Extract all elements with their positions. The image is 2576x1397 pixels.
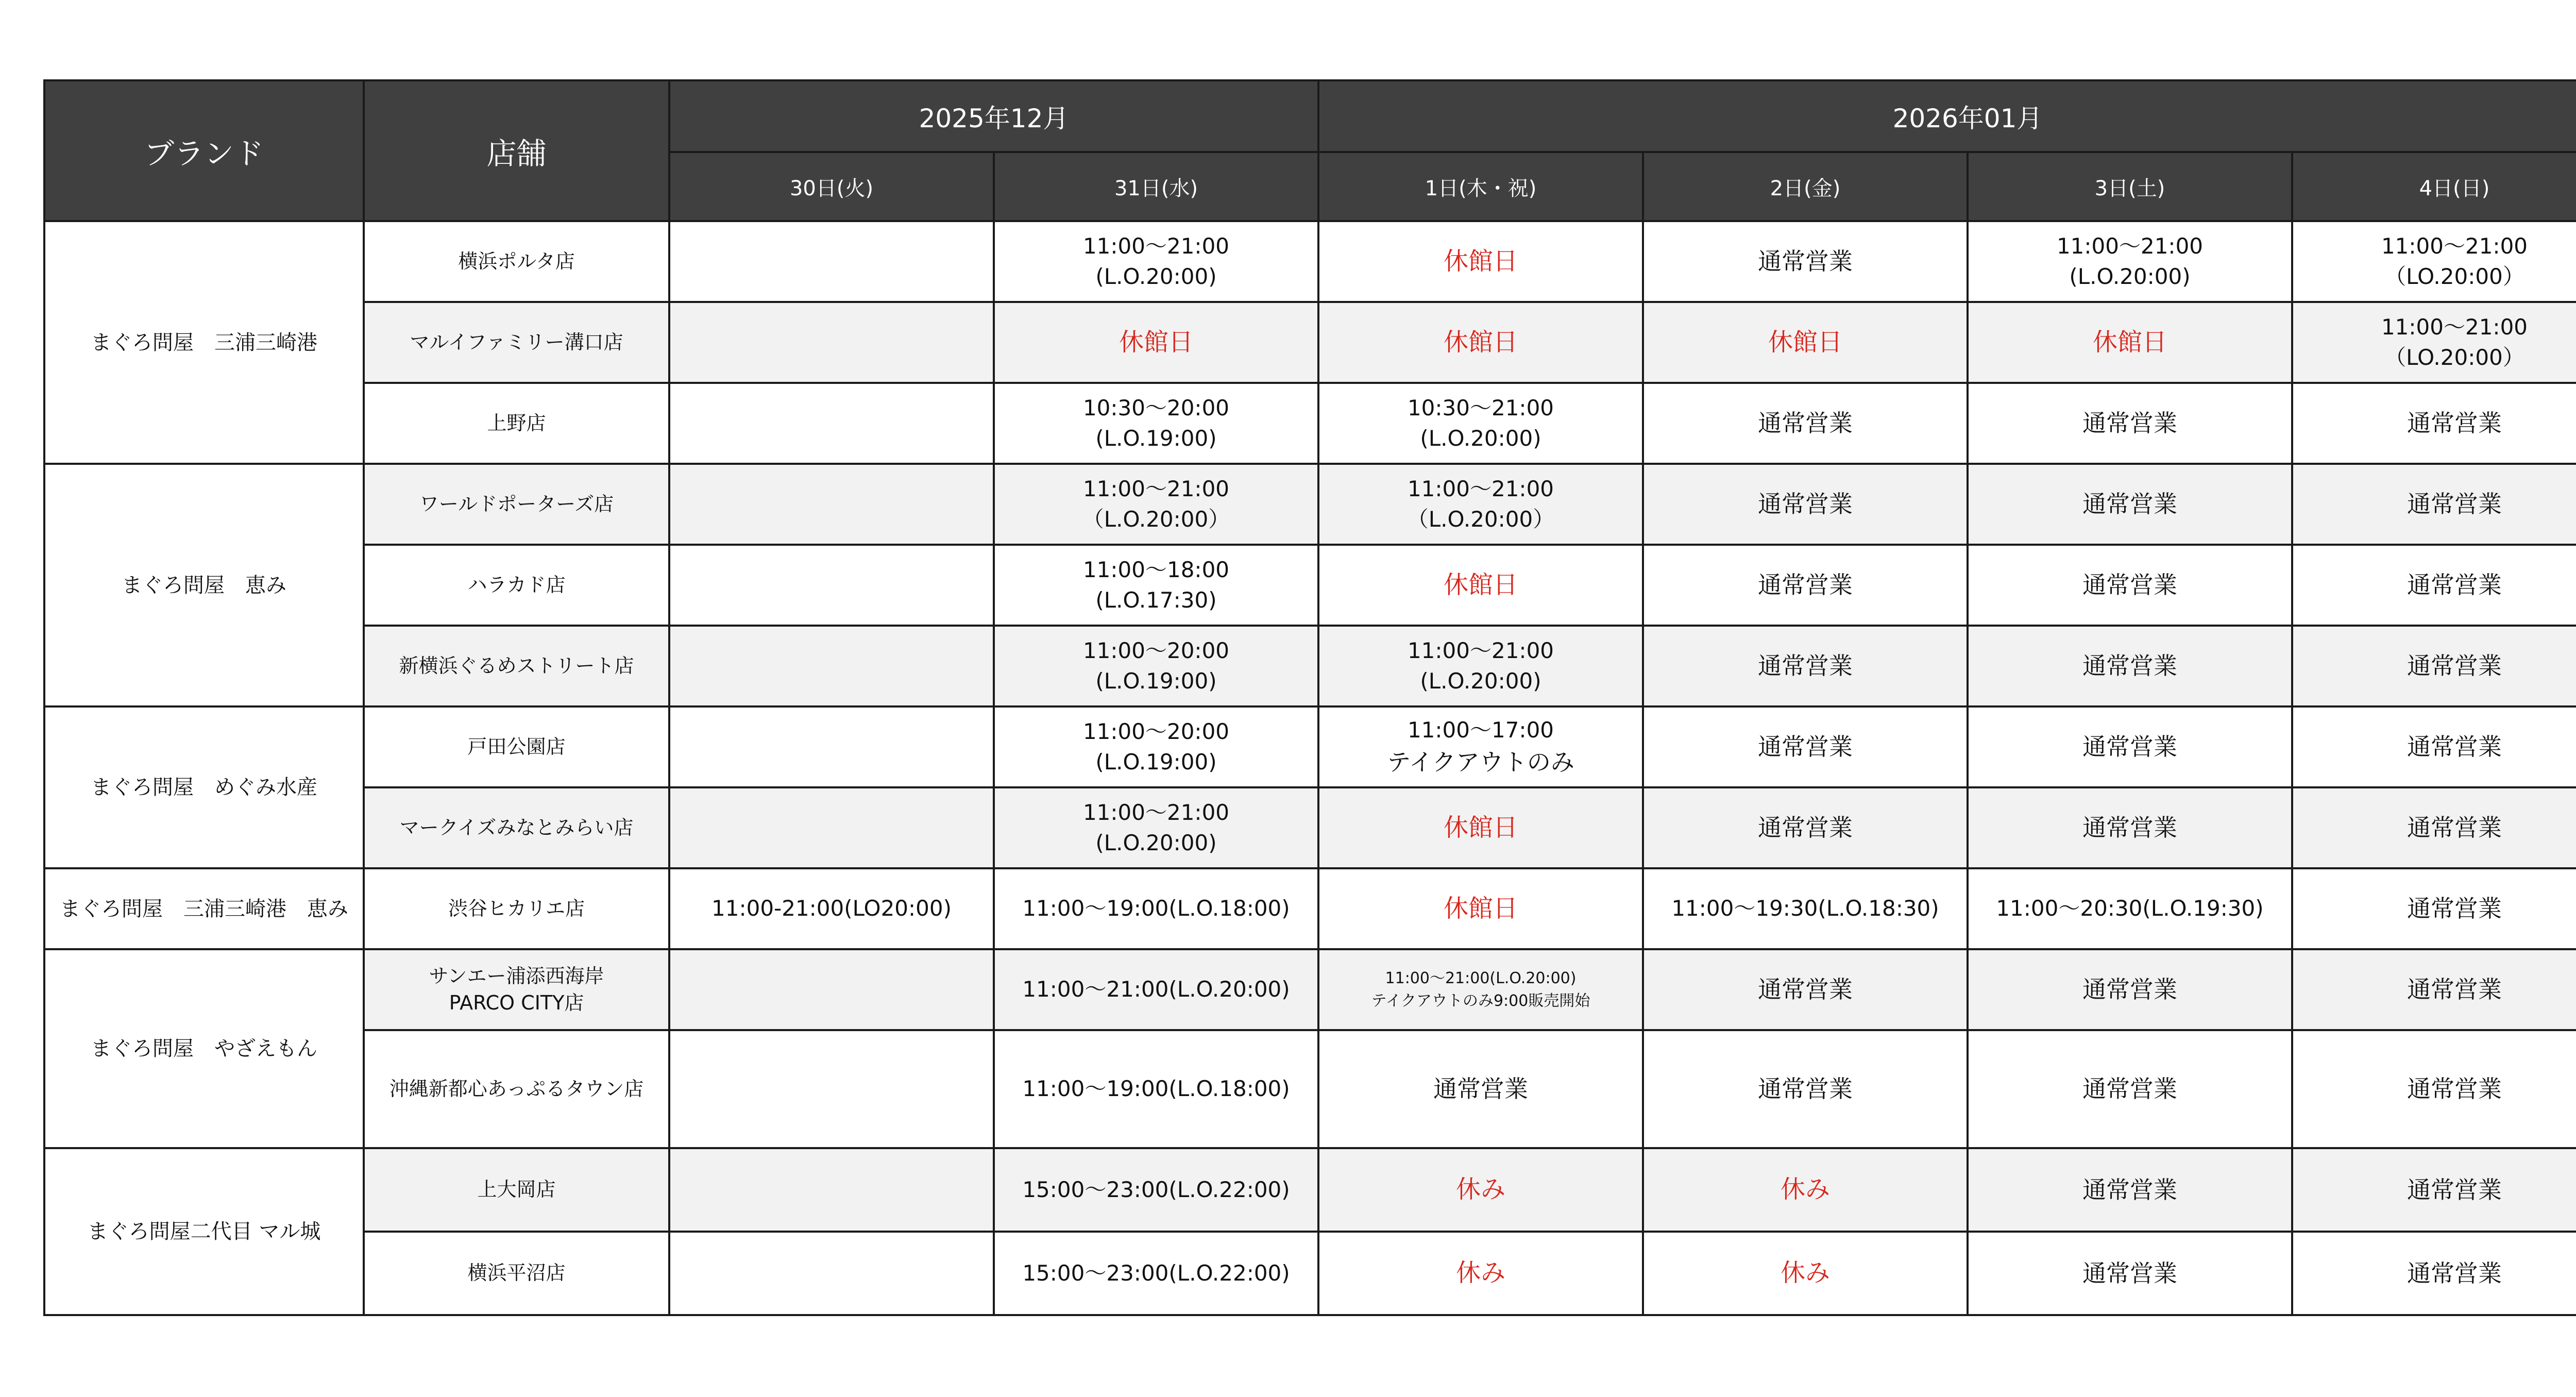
day-header: 3日(土): [1968, 152, 2292, 221]
table-row: [44, 706, 2576, 787]
closed-cell: 休み: [1643, 1148, 1968, 1232]
closed-cell: 休館日: [1318, 787, 1643, 868]
status-cell: 通常営業: [2292, 383, 2576, 464]
status-cell: 通常営業: [2292, 626, 2576, 706]
status-cell: 通常営業: [1968, 787, 2292, 868]
status-cell: 通常営業: [2292, 949, 2576, 1030]
hours-cell: 11:00〜21:00 (L.O.20:00): [1968, 221, 2292, 302]
status-cell: 通常営業: [1643, 545, 1968, 626]
status-cell: 通常営業: [1968, 545, 2292, 626]
hours-cell: 10:30〜21:00 (L.O.20:00): [1318, 383, 1643, 464]
table-row: [44, 302, 2576, 383]
hours-cell: 11:00〜21:00(L.O.20:00): [994, 949, 1318, 1030]
closed-cell: 休館日: [1318, 868, 1643, 949]
status-cell: 通常営業: [2292, 706, 2576, 787]
status-cell: 通常営業: [2292, 545, 2576, 626]
status-cell: 通常営業: [1643, 787, 1968, 868]
hours-cell: [669, 706, 994, 787]
hours-cell: 11:00〜21:00 (L.O.20:00): [994, 787, 1318, 868]
hours-cell: [669, 1232, 994, 1315]
store-cell: マルイファミリー溝口店: [364, 302, 669, 383]
day-header: 30日(火): [669, 152, 994, 221]
takeout-cell: 11:00〜21:00(L.O.20:00) テイクアウトのみ9:00販売開始: [1318, 949, 1643, 1030]
brand-cell: まぐろ問屋 三浦三崎港: [44, 221, 364, 464]
hours-cell: 11:00〜18:00 (L.O.17:30): [994, 545, 1318, 626]
closed-cell: 休館日: [1643, 302, 1968, 383]
store-cell: 上大岡店: [364, 1148, 669, 1232]
status-cell: 通常営業: [2292, 1148, 2576, 1232]
closed-cell: 休み: [1318, 1232, 1643, 1315]
closed-cell: 休館日: [1318, 302, 1643, 383]
hours-cell: 15:00〜23:00(L.O.22:00): [994, 1148, 1318, 1232]
hours-cell: [669, 949, 994, 1030]
status-cell: 通常営業: [2292, 868, 2576, 949]
hours-cell: 11:00〜21:00 (L.O.20:00): [994, 221, 1318, 302]
hours-cell: 11:00〜19:30(L.O.18:30): [1643, 868, 1968, 949]
hours-cell: [669, 464, 994, 545]
store-cell: ハラカド店: [364, 545, 669, 626]
closed-cell: 休み: [1643, 1232, 1968, 1315]
store-cell: 横浜平沼店: [364, 1232, 669, 1315]
hours-cell: [669, 221, 994, 302]
table-row: [44, 1232, 2576, 1315]
month-header-dec: 2025年12月: [669, 80, 1318, 152]
closed-cell: 休み: [1318, 1148, 1643, 1232]
status-cell: 通常営業: [1318, 1030, 1643, 1148]
hours-cell: 11:00〜20:00 (L.O.19:00): [994, 626, 1318, 706]
hours-cell: [669, 545, 994, 626]
day-header: 4日(日): [2292, 152, 2576, 221]
closed-cell: 休館日: [1318, 221, 1643, 302]
hours-cell: [669, 787, 994, 868]
status-cell: 通常営業: [1643, 464, 1968, 545]
day-header: 2日(金): [1643, 152, 1968, 221]
status-cell: 通常営業: [1968, 464, 2292, 545]
month-header-jan: 2026年01月: [1318, 80, 2576, 152]
store-cell: 戸田公園店: [364, 706, 669, 787]
status-cell: 通常営業: [1968, 706, 2292, 787]
status-cell: 通常営業: [1968, 1148, 2292, 1232]
status-cell: 通常営業: [1643, 1030, 1968, 1148]
hours-cell: [669, 302, 994, 383]
brand-cell: まぐろ問屋 めぐみ水産: [44, 706, 364, 868]
status-cell: 通常営業: [1643, 626, 1968, 706]
hours-cell: 11:00〜21:00 （LO.20:00）: [2292, 221, 2576, 302]
status-cell: 通常営業: [1968, 1232, 2292, 1315]
store-cell: マークイズみなとみらい店: [364, 787, 669, 868]
status-cell: 通常営業: [1643, 706, 1968, 787]
brand-cell: まぐろ問屋 三浦三崎港 恵み: [44, 868, 364, 949]
status-cell: 通常営業: [2292, 1232, 2576, 1315]
table-row: [44, 545, 2576, 626]
hours-cell: 15:00〜23:00(L.O.22:00): [994, 1232, 1318, 1315]
store-cell: サンエー浦添西海岸 PARCO CITY店: [364, 949, 669, 1030]
hours-cell: [669, 383, 994, 464]
closed-cell: 休館日: [994, 302, 1318, 383]
status-cell: 通常営業: [1968, 626, 2292, 706]
table-row: [44, 383, 2576, 464]
day-header: 1日(木・祝): [1318, 152, 1643, 221]
closed-cell: 休館日: [1968, 302, 2292, 383]
status-cell: 通常営業: [1643, 383, 1968, 464]
brand-cell: まぐろ問屋二代目 マル城: [44, 1148, 364, 1315]
brand-header: ブランド: [44, 80, 364, 221]
store-cell: 横浜ポルタ店: [364, 221, 669, 302]
table-row: [44, 787, 2576, 868]
hours-cell: 11:00-21:00(LO20:00): [669, 868, 994, 949]
brand-cell: まぐろ問屋 やざえもん: [44, 949, 364, 1148]
store-cell: ワールドポーターズ店: [364, 464, 669, 545]
table-row: [44, 1148, 2576, 1232]
hours-cell: 11:00〜21:00 (L.O.20:00): [1318, 626, 1643, 706]
status-cell: 通常営業: [1968, 1030, 2292, 1148]
store-cell: 新横浜ぐるめストリート店: [364, 626, 669, 706]
store-cell: 沖縄新都心あっぷるタウン店: [364, 1030, 669, 1148]
day-header: 31日(水): [994, 152, 1318, 221]
store-cell: 渋谷ヒカリエ店: [364, 868, 669, 949]
hours-cell: 11:00〜21:00 （L.O.20:00）: [1318, 464, 1643, 545]
table-row: [44, 626, 2576, 706]
hours-cell: 11:00〜19:00(L.O.18:00): [994, 868, 1318, 949]
status-cell: 通常営業: [2292, 464, 2576, 545]
status-cell: 通常営業: [1968, 383, 2292, 464]
status-cell: 通常営業: [1643, 949, 1968, 1030]
hours-cell: 11:00〜20:30(L.O.19:30): [1968, 868, 2292, 949]
status-cell: 通常営業: [1643, 221, 1968, 302]
status-cell: 通常営業: [2292, 787, 2576, 868]
table-row: [44, 464, 2576, 545]
hours-cell: [669, 1030, 994, 1148]
table-row: [44, 1030, 2576, 1148]
status-cell: 通常営業: [2292, 1030, 2576, 1148]
hours-cell: [669, 626, 994, 706]
table-row: [44, 949, 2576, 1030]
takeout-cell: 11:00〜17:00 テイクアウトのみ: [1318, 706, 1643, 787]
table-row: [44, 868, 2576, 949]
store-cell: 上野店: [364, 383, 669, 464]
hours-cell: 11:00〜19:00(L.O.18:00): [994, 1030, 1318, 1148]
closed-cell: 休館日: [1318, 545, 1643, 626]
store-header: 店舗: [364, 80, 669, 221]
hours-cell: 11:00〜21:00 （L.O.20:00）: [994, 464, 1318, 545]
brand-cell: まぐろ問屋 恵み: [44, 464, 364, 706]
holiday-hours-table: [43, 79, 2576, 1316]
table-row: [44, 221, 2576, 302]
hours-cell: [669, 1148, 994, 1232]
hours-cell: 10:30〜20:00 (L.O.19:00): [994, 383, 1318, 464]
hours-cell: 11:00〜21:00 （LO.20:00）: [2292, 302, 2576, 383]
status-cell: 通常営業: [1968, 949, 2292, 1030]
hours-cell: 11:00〜20:00 (L.O.19:00): [994, 706, 1318, 787]
